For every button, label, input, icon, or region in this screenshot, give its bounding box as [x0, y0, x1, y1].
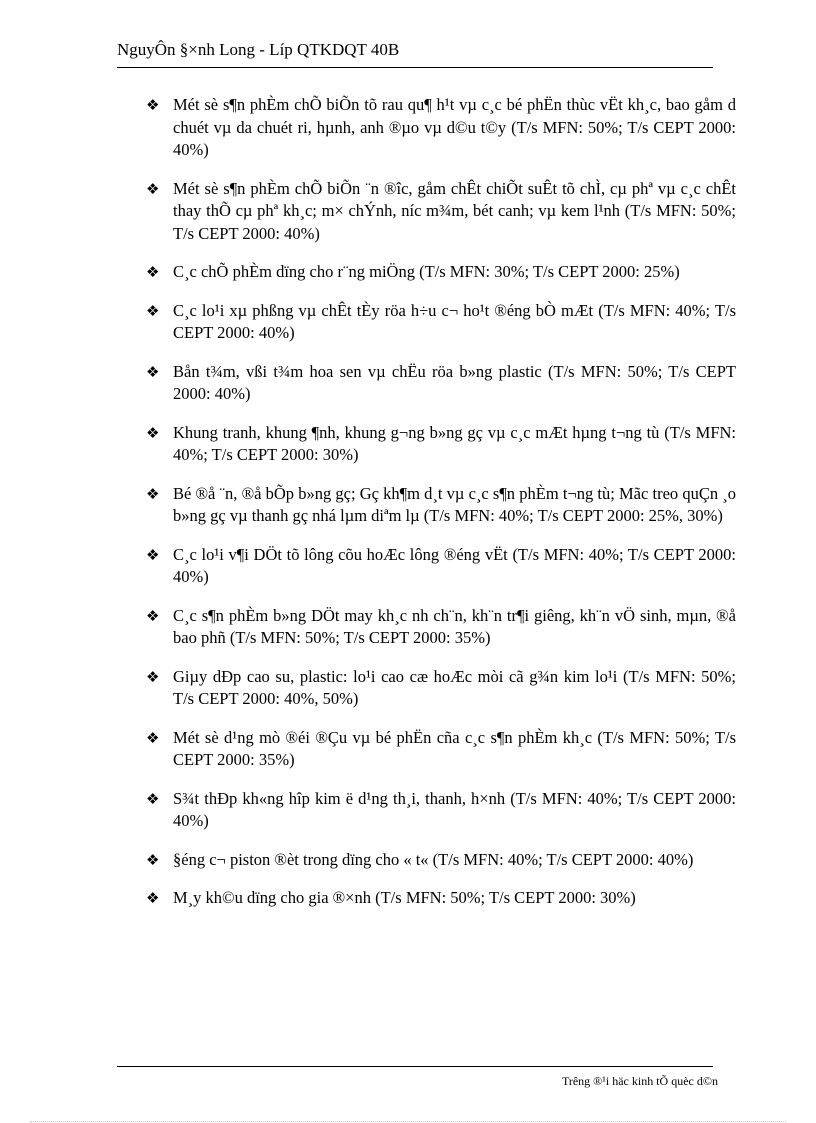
diamond-bullet-icon: ❖ [146, 545, 160, 564]
list-item-text: S¾t thÐp kh«ng hîp kim ë d¹ng th¸i, thanh, h×nh (T/s MFN: 40%; T/s CEPT 2000: 40%) [173, 788, 736, 830]
list-item [146, 483, 736, 528]
page-edge-dots [30, 1121, 786, 1122]
list-item [146, 422, 736, 467]
diamond-bullet-icon: ❖ [146, 889, 160, 907]
diamond-bullet-icon: ❖ [146, 96, 160, 114]
list-item [146, 261, 736, 284]
list-item-text: C¸c chÕ phÈm dïng cho r¨ng miÖng (T/s MFN: 30%; T/s CEPT 2000: 25%) [173, 262, 680, 281]
list-item [146, 605, 736, 650]
diamond-bullet-icon: ❖ [146, 423, 160, 442]
list-item-text: Bån t¾m, vßi t¾m hoa sen vµ chËu röa b»ng plastic (T/s MFN: 50%; T/s CEPT 2000: 40%) [173, 361, 736, 403]
list-item-text: Giµy dÐp cao su, plastic: lo¹i cao cæ hoÆc mòi cã g¾n kim lo¹i (T/s MFN: 50%; T/s CEPT 2000: 40%, 50%) [173, 666, 736, 708]
list-item-text: M¸y kh©u dïng cho gia ®×nh (T/s MFN: 50%; T/s CEPT 2000: 30%) [173, 888, 636, 907]
diamond-bullet-icon: ❖ [146, 667, 160, 686]
list-item-text: C¸c lo¹i xµ phßng vµ chÊt tÈy röa h÷u c¬ ho¹t ®éng bÒ mÆt (T/s MFN: 40%; T/s CEPT 2000: 40%) [173, 300, 736, 342]
list-item [146, 666, 736, 711]
bullet-list [146, 94, 736, 926]
list-item-text: Mét sè s¶n phÈm chÕ biÕn tõ rau qu¶ h¹t vµ c¸c bé phËn thùc vËt kh¸c, bao gåm d chuét vµ da chuét ri, hµnh, anh ®µo vµ d©u t©y (T/s MFN: 50%; T/s CEPT 2000: 40%) [173, 95, 736, 159]
list-item-text: Mét sè s¶n phÈm chÕ biÕn ¨n ®îc, gåm chÊt chiÕt suÊt tõ chÌ, cµ phª vµ c¸c chÊt thay thÕ cµ phª kh¸c; m× chÝnh, níc m¾m, bét canh; vµ kem l¹nh (T/s MFN: 50%; T/s CEPT 2000: 40%) [173, 178, 736, 243]
diamond-bullet-icon: ❖ [146, 484, 160, 503]
footer-divider [117, 1066, 713, 1067]
header-divider [117, 67, 713, 68]
diamond-bullet-icon: ❖ [146, 179, 160, 198]
list-item-text: C¸c lo¹i v¶i DÖt tõ lông cõu hoÆc lông ®éng vËt (T/s MFN: 40%; T/s CEPT 2000: 40%) [173, 544, 736, 586]
list-item-text: Mét sè d¹ng mò ®éi ®Çu vµ bé phËn cña c¸c s¶n phÈm kh¸c (T/s MFN: 50%; T/s CEPT 2000: 35%) [173, 727, 736, 769]
diamond-bullet-icon: ❖ [146, 850, 160, 869]
list-item [146, 94, 736, 162]
diamond-bullet-icon: ❖ [146, 728, 160, 747]
list-item [146, 788, 736, 833]
diamond-bullet-icon: ❖ [146, 606, 160, 625]
list-item-text: Khung tranh, khung ¶nh, khung g¬ng b»ng gç vµ c¸c mÆt hµng t¬ng tù (T/s MFN: 40%; T/s CEPT 2000: 30%) [173, 422, 736, 464]
list-item [146, 300, 736, 345]
list-item [146, 849, 736, 872]
list-item [146, 887, 736, 910]
page-header: NguyÔn §×nh Long - Líp QTKDQT 40B [117, 40, 400, 59]
list-item-text: Bé ®å ¨n, ®å bÕp b»ng gç; Gç kh¶m d¸t vµ c¸c s¶n phÈm t¬ng tù; Mãc treo quÇn ¸o b»ng gç vµ thanh gç nhá lµm diªm lµ (T/s MFN: 40%; T/s CEPT 2000: 25%, 30%) [173, 483, 736, 525]
diamond-bullet-icon: ❖ [146, 301, 160, 320]
diamond-bullet-icon: ❖ [146, 789, 160, 808]
list-item [146, 178, 736, 246]
diamond-bullet-icon: ❖ [146, 362, 160, 381]
page-footer: Trêng ®¹i häc kinh tÕ quèc d©n [561, 1074, 718, 1088]
diamond-bullet-icon: ❖ [146, 263, 160, 281]
list-item [146, 727, 736, 772]
list-item [146, 544, 736, 589]
list-item-text: §éng c¬ piston ®èt trong dïng cho « t« (T/s MFN: 40%; T/s CEPT 2000: 40%) [173, 849, 694, 869]
list-item-text: C¸c s¶n phÈm b»ng DÖt may kh¸c nh ch¨n, kh¨n tr¶i giêng, kh¨n vÖ sinh, mµn, ®å bao phñ (T/s MFN: 50%; T/s CEPT 2000: 35%) [173, 605, 736, 647]
list-item [146, 361, 736, 406]
